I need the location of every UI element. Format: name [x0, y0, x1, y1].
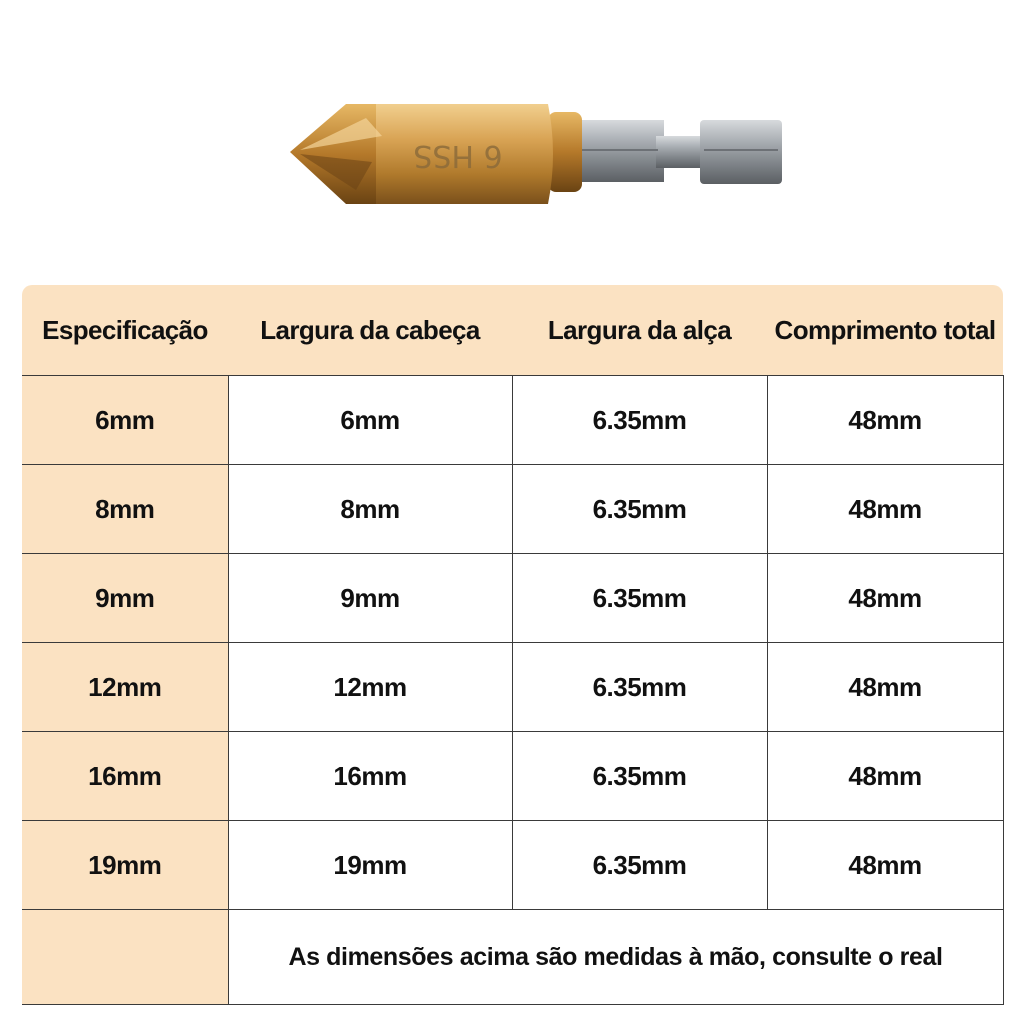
- svg-text:6 HSS: 6 HSS: [413, 138, 503, 173]
- table-row: [22, 554, 1003, 643]
- spec-table: [22, 285, 1004, 1005]
- table-header-row: [22, 285, 1003, 376]
- total-length-cell: 48mm: [767, 643, 1003, 732]
- table-row: [22, 821, 1003, 910]
- head-width-cell: 19mm: [228, 821, 512, 910]
- table-row: [22, 732, 1003, 821]
- note-row: [22, 910, 1003, 1005]
- row-spec-cell: 8mm: [22, 465, 228, 554]
- head-width-cell: 8mm: [228, 465, 512, 554]
- header-comprimento-total: Comprimento total: [767, 285, 1003, 376]
- table-row: [22, 643, 1003, 732]
- shank-width-cell: 6.35mm: [512, 465, 767, 554]
- header-largura-cabeca: Largura da cabeça: [228, 285, 512, 376]
- head-width-cell: 9mm: [228, 554, 512, 643]
- total-length-cell: 48mm: [767, 732, 1003, 821]
- row-spec-cell: 6mm: [22, 376, 228, 465]
- total-length-cell: 48mm: [767, 465, 1003, 554]
- note-row-spacer: [22, 910, 228, 1005]
- row-spec-cell: 9mm: [22, 554, 228, 643]
- head-width-cell: 16mm: [228, 732, 512, 821]
- measurement-note: As dimensões acima são medidas à mão, consulte o real: [228, 910, 1003, 1005]
- header-especificacao: Especificação: [22, 285, 228, 376]
- row-spec-cell: 19mm: [22, 821, 228, 910]
- total-length-cell: 48mm: [767, 554, 1003, 643]
- total-length-cell: 48mm: [767, 376, 1003, 465]
- product-image: [286, 92, 790, 216]
- head-width-cell: 12mm: [228, 643, 512, 732]
- head-width-cell: 6mm: [228, 376, 512, 465]
- table-row: [22, 465, 1003, 554]
- row-spec-cell: 16mm: [22, 732, 228, 821]
- shank-width-cell: 6.35mm: [512, 643, 767, 732]
- table-row: [22, 376, 1003, 465]
- shank-width-cell: 6.35mm: [512, 554, 767, 643]
- shank-width-cell: 6.35mm: [512, 732, 767, 821]
- shank-width-cell: 6.35mm: [512, 821, 767, 910]
- header-largura-alca: Largura da alça: [512, 285, 767, 376]
- countersink-drill-bit-icon: [286, 92, 790, 216]
- shank-width-cell: 6.35mm: [512, 376, 767, 465]
- total-length-cell: 48mm: [767, 821, 1003, 910]
- row-spec-cell: 12mm: [22, 643, 228, 732]
